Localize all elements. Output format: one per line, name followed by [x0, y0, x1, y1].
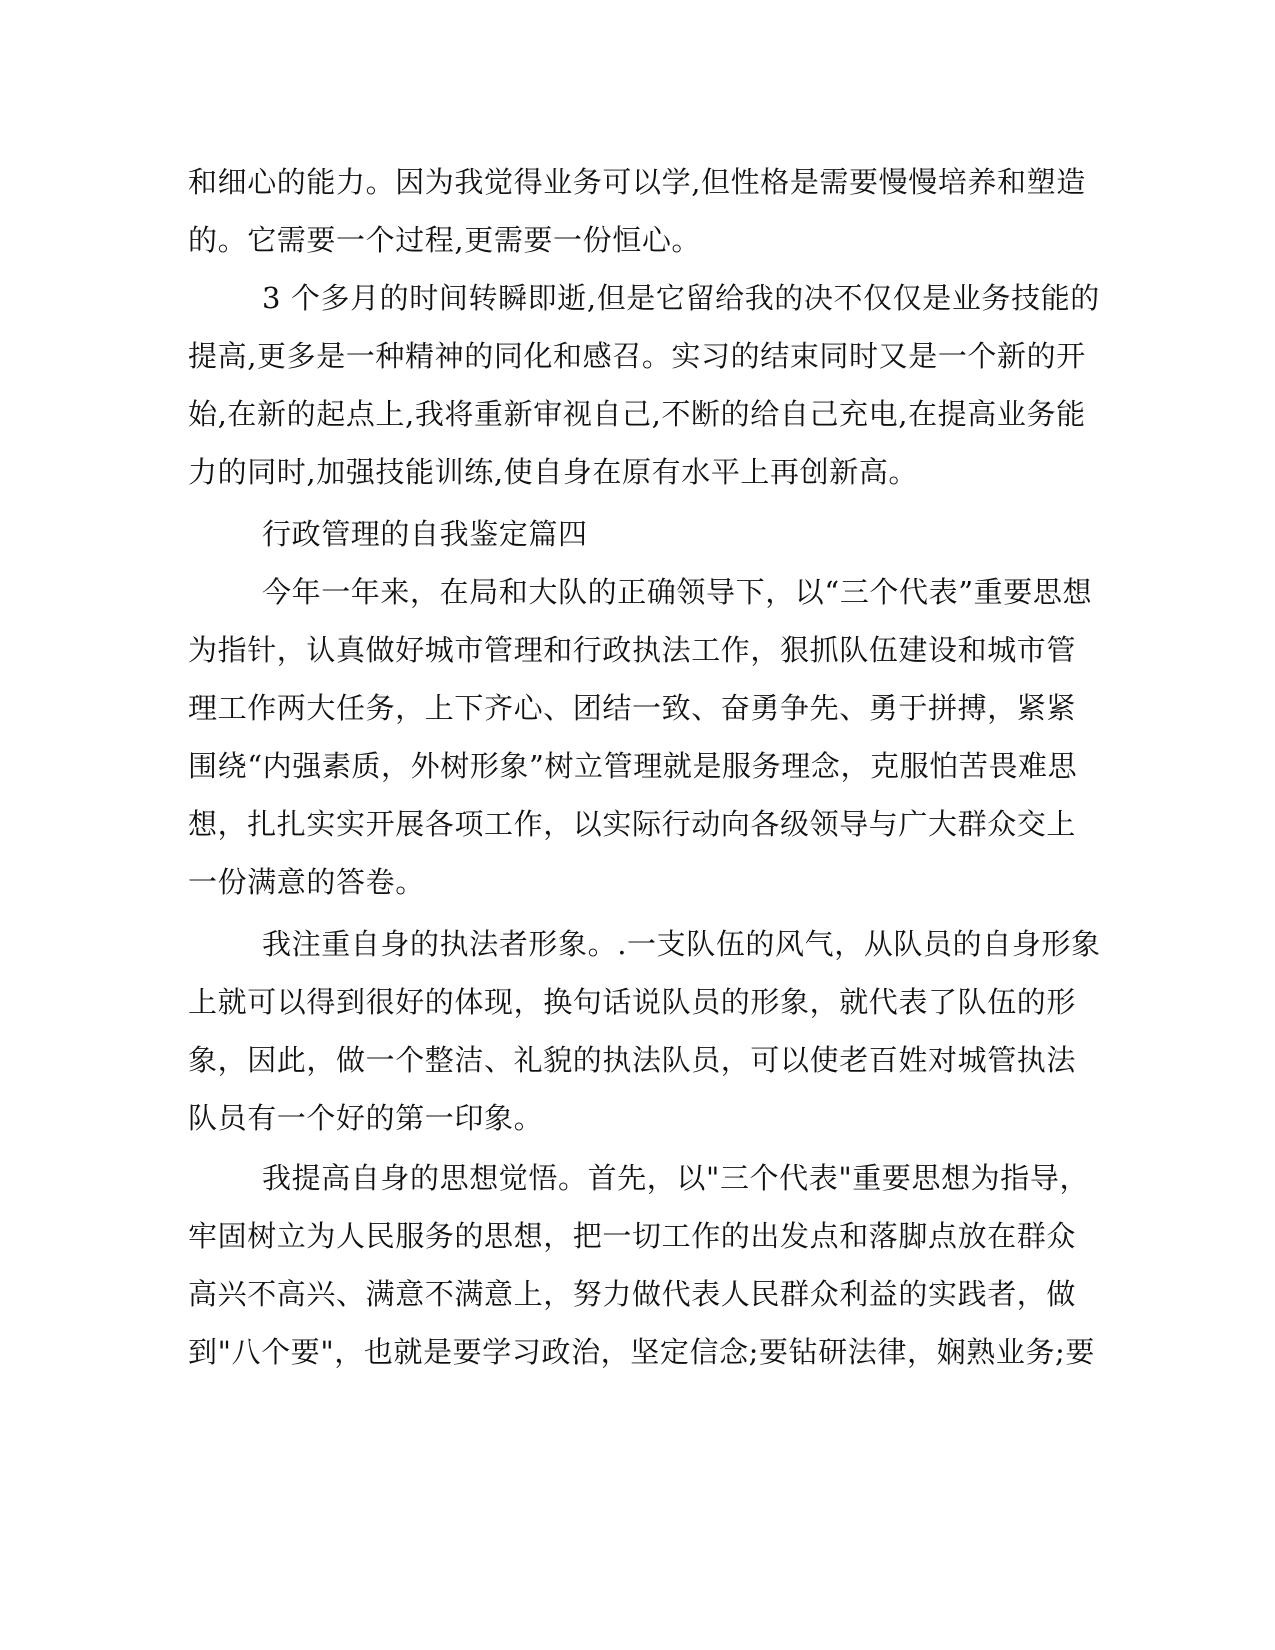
- line-text: 的。它需要一个过程,更需要一份恒心。: [188, 223, 702, 257]
- line-text: 我注重自身的执法者形象。.一支队伍的风气，从队员的自身形象: [262, 927, 1101, 961]
- line-text: 提高,更多是一种精神的同化和感召。实习的结束同时又是一个新的开: [188, 339, 1086, 373]
- line-text: 力的同时,加强技能训练,使自身在原有水平上再创新高。: [188, 455, 919, 489]
- text-line: [0, 394, 1275, 434]
- text-line: [0, 1040, 1275, 1080]
- text-line: [0, 746, 1275, 786]
- text-line: [0, 162, 1275, 202]
- line-text: 一份满意的答卷。: [188, 865, 425, 899]
- text-line: [0, 630, 1275, 670]
- text-line: [0, 1216, 1275, 1256]
- line-text: 高兴不高兴、满意不满意上，努力做代表人民群众利益的实践者，做: [188, 1277, 1077, 1311]
- line-text: 上就可以得到很好的体现，换句话说队员的形象，就代表了队伍的形: [188, 985, 1077, 1019]
- text-line: [0, 572, 1275, 612]
- line-text: 为指针，认真做好城市管理和行政执法工作，狠抓队伍建设和城市管: [188, 633, 1077, 667]
- line-text: 牢固树立为人民服务的思想，把一切工作的出发点和落脚点放在群众: [188, 1219, 1077, 1253]
- line-text: 队员有一个好的第一印象。: [188, 1101, 544, 1135]
- text-line: [0, 862, 1275, 902]
- text-line: [0, 1274, 1275, 1314]
- text-line: [0, 220, 1275, 260]
- text-line: [0, 1332, 1275, 1372]
- text-line: [0, 452, 1275, 492]
- line-text: 想，扎扎实实开展各项工作，以实际行动向各级领导与广大群众交上: [188, 807, 1077, 841]
- text-line: [0, 688, 1275, 728]
- line-text: 今年一年来，在局和大队的正确领导下，以“三个代表”重要思想: [262, 575, 1093, 609]
- text-line: [0, 278, 1275, 318]
- text-line: [0, 924, 1275, 964]
- line-text: 理工作两大任务，上下齐心、团结一致、奋勇争先、勇于拼搏，紧紧: [188, 691, 1077, 725]
- line-text: 到"八个要"，也就是要学习政治，坚定信念;要钻研法律，娴熟业务;要: [188, 1335, 1096, 1369]
- text-line: [0, 982, 1275, 1022]
- line-text: 和细心的能力。因为我觉得业务可以学,但性格是需要慢慢培养和塑造: [188, 165, 1086, 199]
- text-line: [0, 1158, 1275, 1198]
- section-heading: [0, 514, 1275, 554]
- line-text: 始,在新的起点上,我将重新审视自己,不断的给自己充电,在提高业务能: [188, 397, 1086, 431]
- text-line: [0, 804, 1275, 844]
- text-line: [0, 1098, 1275, 1138]
- line-text: 3 个多月的时间转瞬即逝,但是它留给我的决不仅仅是业务技能的: [262, 281, 1100, 315]
- line-text: 围绕“内强素质，外树形象”树立管理就是服务理念，克服怕苦畏难思: [188, 749, 1078, 783]
- line-text: 象，因此，做一个整洁、礼貌的执法队员，可以使老百姓对城管执法: [188, 1043, 1077, 1077]
- line-text: 我提高自身的思想觉悟。首先，以"三个代表"重要思想为指导，: [262, 1161, 1090, 1195]
- text-line: [0, 336, 1275, 376]
- heading-text: 行政管理的自我鉴定篇四: [262, 517, 588, 551]
